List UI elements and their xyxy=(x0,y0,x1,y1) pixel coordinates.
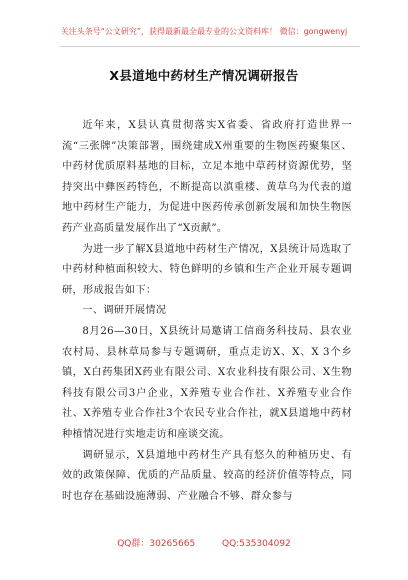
footer-qq: QQ:535304092 xyxy=(222,539,291,549)
document-body xyxy=(62,116,352,507)
footer-qq-group: QQ群：30265665 xyxy=(117,539,196,549)
section-heading-1: 一、调研开展情况 xyxy=(82,305,167,317)
header-divider xyxy=(60,46,360,47)
paragraph-survey: 8月26—30日，X县统计局邀请工信商务科技局、县农业农村局、县林草局参与专题调研，重点走访X、X、X 3个乡镇，X白药集团X药业有限公司、X农业科技有限公司、X生物科技有限公司3户企业，X养殖专业合作社、X养殖专业合作社、X养殖专业合作社3个农民专业合作社，就X县道地中药材种植情况进行实地走访和座谈交流。 xyxy=(62,325,352,440)
footer-contact xyxy=(0,536,408,549)
paragraph-findings: 调研显示，X县道地中药材生产具有悠久的种植历史、有效的政策保障、优质的产品质量、较高的经济价值等特点，同时也存在基础设施薄弱、产业融合不够、群众参与 xyxy=(62,449,352,502)
header-notice: 关注头条号“公文研究”，获得最新最全最专业的公文资料库！ 微信：gongwenyj xyxy=(60,27,348,36)
paragraph-purpose: 为进一步了解X县道地中药材生产情况，X县统计局选取了中药材种植面积较大、特色鲜明的乡镇和生产企业开展专题调研，形成报告如下： xyxy=(62,243,352,296)
paragraph-intro: 近年来，X县认真贯彻落实X省委、省政府打造世界一流“三张牌”决策部署，围绕建成X州重要的生物医药聚集区、中药材优质原料基地的目标，立足本地中草药材资源优势，坚持突出中彝医药特色，不断提高以滇重楼、黄草乌为代表的道地中药材生产能力，为促进中医药传承创新发展和加快生物医药产业高质量发展作出了“X贡献”。 xyxy=(62,120,352,234)
document-title: X县道地中药材生产情况调研报告 xyxy=(109,68,299,83)
